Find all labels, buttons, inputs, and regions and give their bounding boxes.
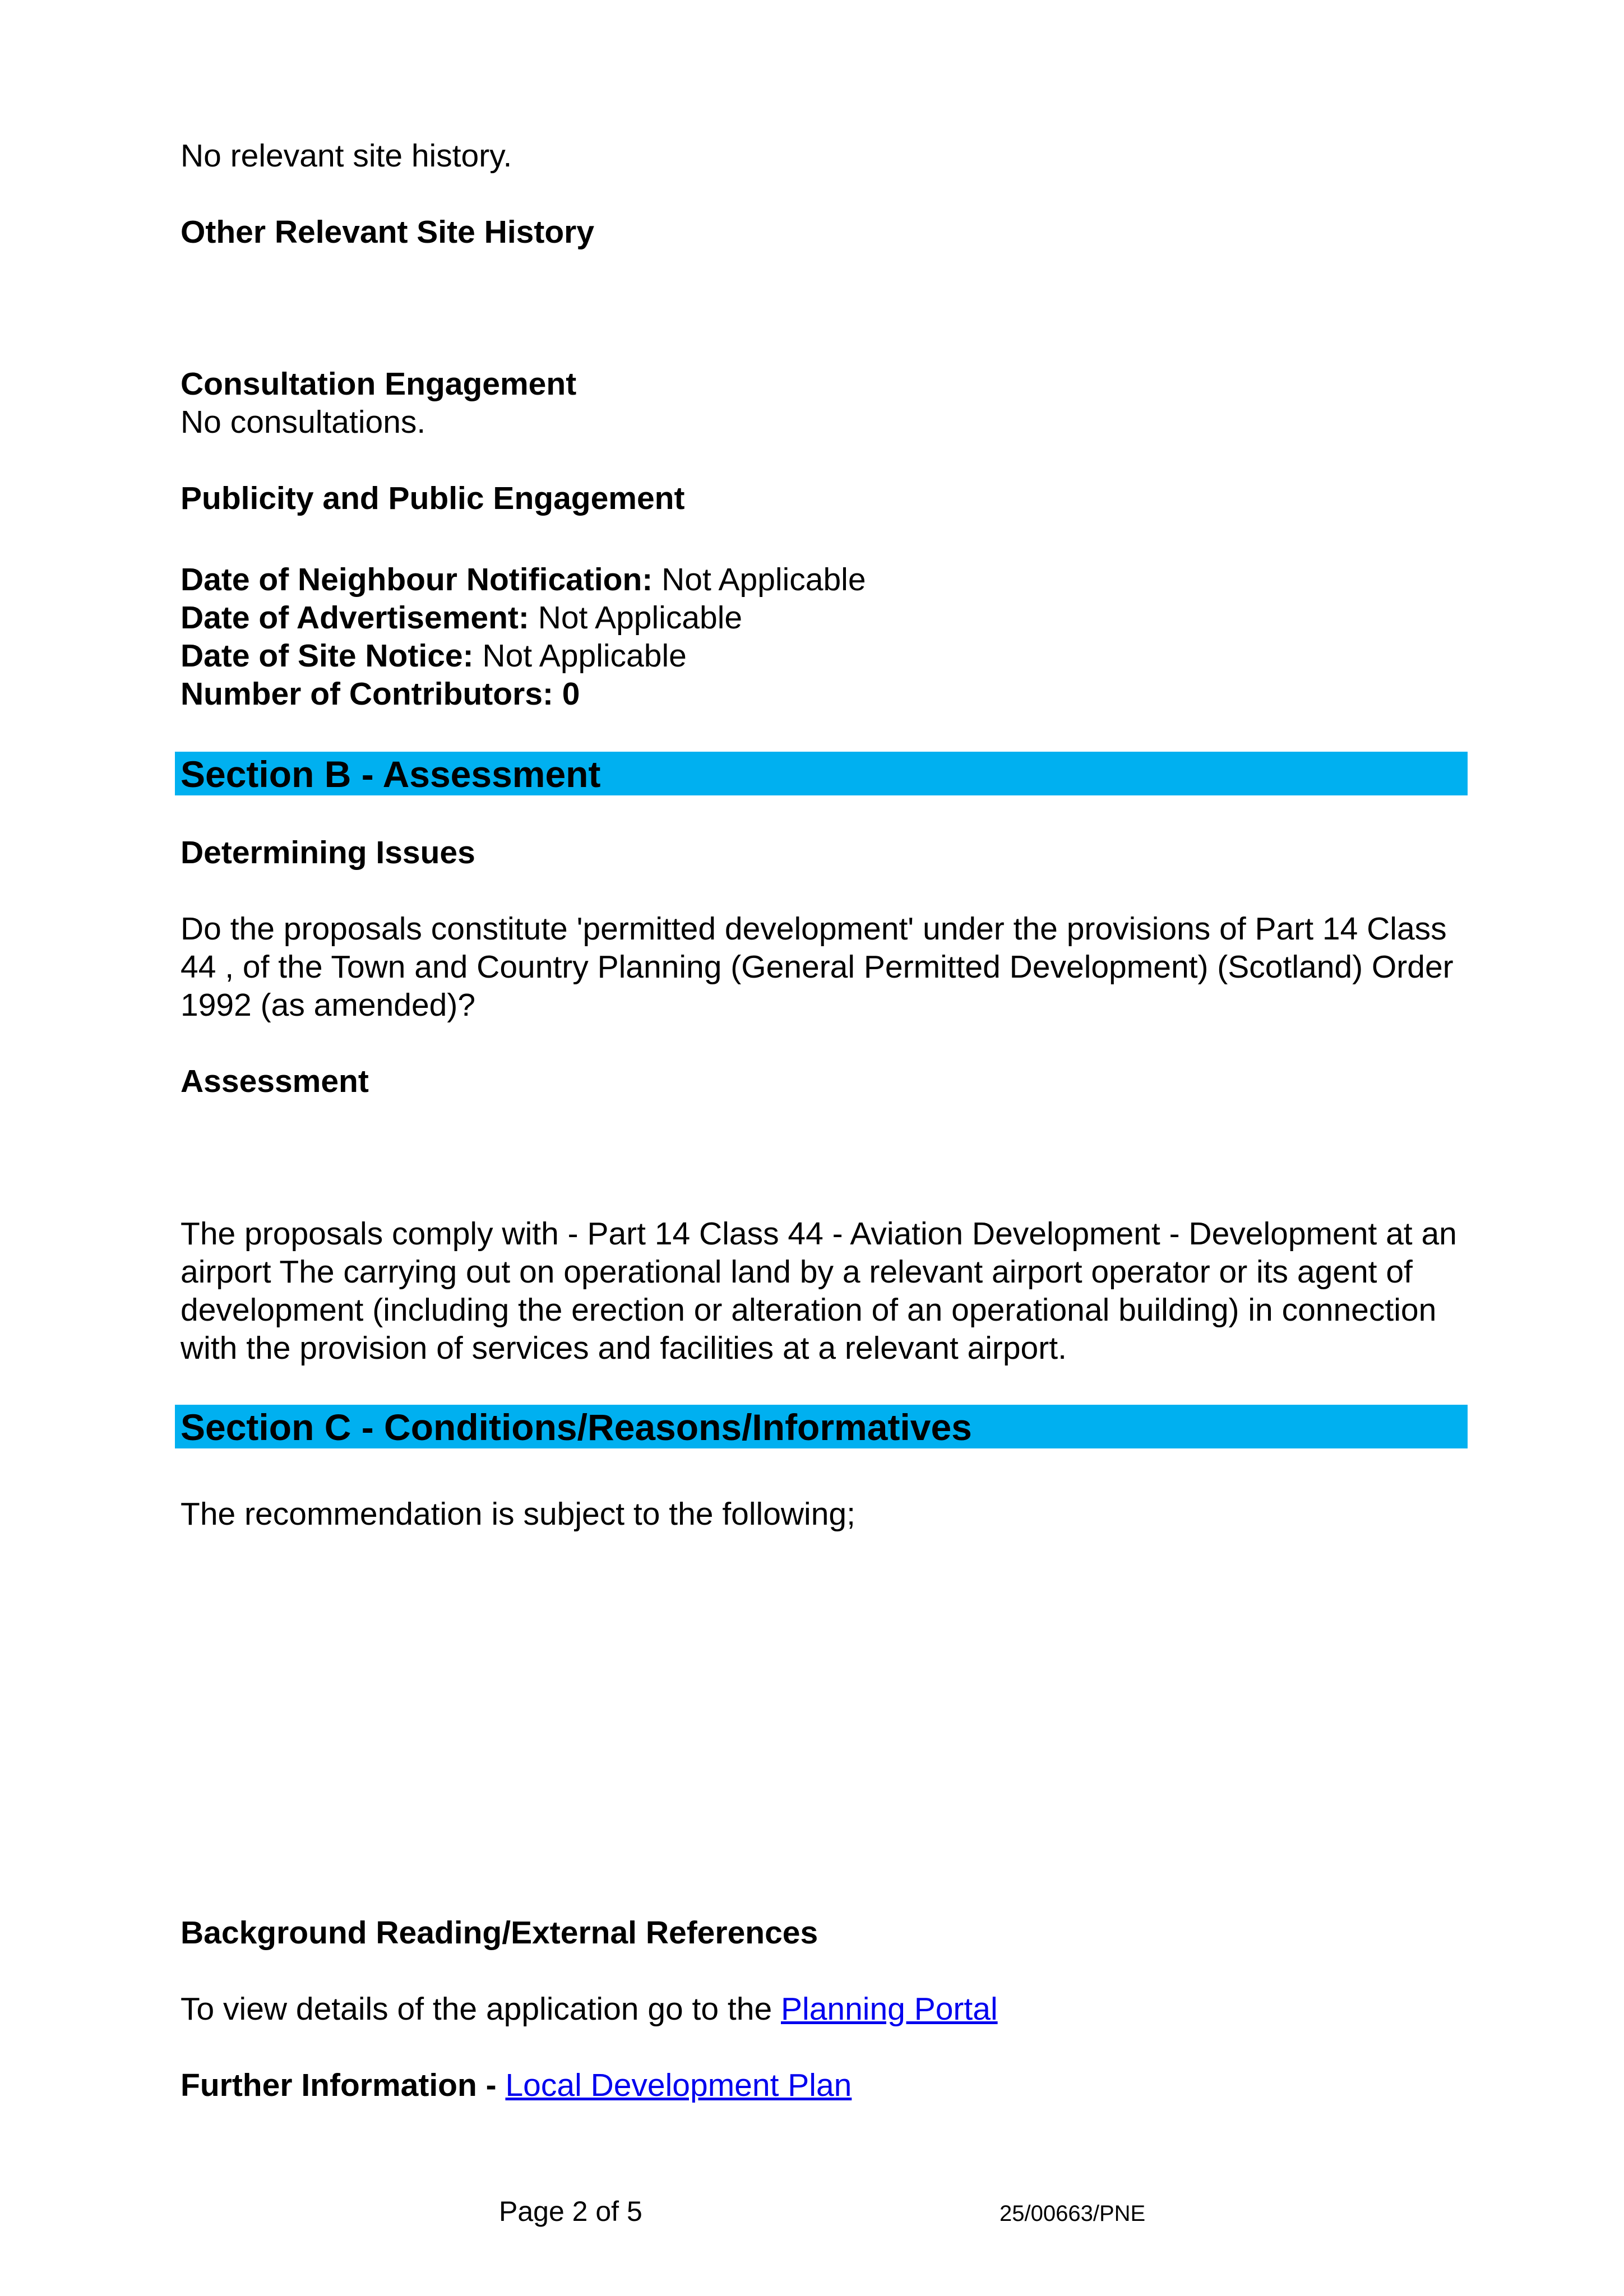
determining-issues-text: Do the proposals constitute 'permitted development' under the provisions of Part 14 Class 44 , of the Town and Country Planning (General Permitted Development) (Scotland) Order 1992 (as amended)? [181, 911, 1454, 1023]
view-details-text: To view details of the application go to the [181, 1991, 781, 2027]
publicity-heading: Publicity and Public Engagement [181, 480, 685, 516]
neighbour-notification-line [181, 561, 866, 599]
site-notice-line [181, 637, 687, 675]
application-reference: 25/00663/PNE [1000, 2201, 1146, 2226]
consultation-text: No consultations. [181, 404, 426, 440]
section-b-title: Section B - Assessment [181, 753, 601, 795]
planning-portal-link[interactable]: Planning Portal [781, 1991, 998, 2027]
further-information-label: Further Information - [181, 2067, 506, 2103]
page-number: Page 2 of 5 [499, 2196, 642, 2227]
determining-issues-heading: Determining Issues [181, 835, 475, 871]
consultation-heading: Consultation Engagement [181, 366, 577, 402]
site-notice-value: Not Applicable [473, 638, 687, 674]
recommendation-text: The recommendation is subject to the following; [181, 1496, 855, 1532]
advertisement-label: Date of Advertisement: [181, 600, 529, 636]
section-c-bar [175, 1405, 1468, 1448]
section-c-title: Section C - Conditions/Reasons/Informatives [181, 1406, 972, 1448]
site-notice-label: Date of Site Notice: [181, 638, 474, 674]
advertisement-value: Not Applicable [529, 600, 743, 636]
other-site-history-heading: Other Relevant Site History [181, 214, 595, 250]
assessment-heading: Assessment [181, 1063, 369, 1099]
further-information-line [181, 2066, 852, 2104]
view-details-line [181, 1990, 998, 2028]
contributors-line: Number of Contributors: 0 [181, 676, 580, 712]
neighbour-notification-value: Not Applicable [653, 562, 866, 598]
site-history-text: No relevant site history. [181, 138, 512, 174]
advertisement-line [181, 599, 742, 637]
neighbour-notification-label: Date of Neighbour Notification: [181, 562, 653, 598]
assessment-text: The proposals comply with - Part 14 Class 44 - Aviation Development - Development at an airport The carrying out on operational land by a relevant airport operator or its agent of development (including the erection or alteration of an operational building) in connection with the provision of services and facilities at a relevant airport. [181, 1216, 1457, 1366]
section-b-bar [175, 752, 1468, 795]
background-reading-heading: Background Reading/External References [181, 1915, 818, 1951]
local-development-plan-link[interactable]: Local Development Plan [505, 2067, 852, 2103]
